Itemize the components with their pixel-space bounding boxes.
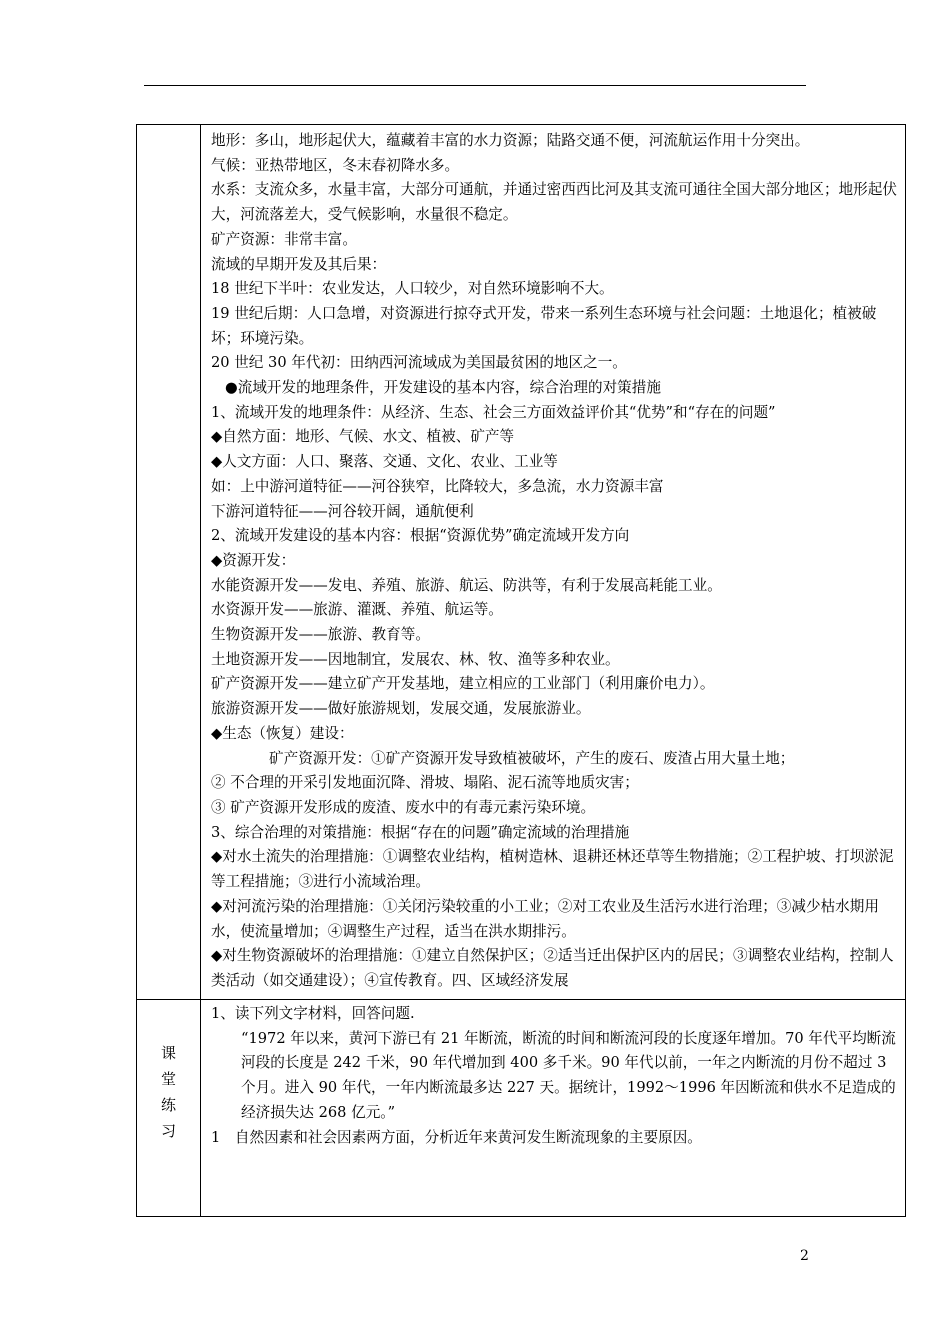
paragraph: 土地资源开发——因地制宜，发展农、林、牧、渔等多种农业。: [211, 650, 620, 668]
practice-row: [137, 1000, 906, 1217]
label-char: 习: [160, 1122, 176, 1140]
content-table: [136, 124, 906, 1217]
label-char: 课: [160, 1044, 176, 1062]
practice-label-cell: [137, 1000, 201, 1217]
paragraph: ◆生态（恢复）建设：: [211, 724, 354, 742]
paragraph: 地形：多山，地形起伏大，蕴藏着丰富的水力资源；陆路交通不便，河流航运作用十分突出。: [211, 132, 810, 149]
main-content-cell: [201, 125, 906, 1000]
practice-quote: “1972 年以来，黄河下游已有 21 年断流，断流的时间和断流河段的长度逐年增加。70 年代平均断流河段的长度是 242 千米，90 年代增加到 400 多千米。90 年代以前，一年之内断流的月份不超过 3 个月。进入 90 年代，一年内断流最多达 227 天。据统计，1992～1996 年因断流和供水不足造成的经济损失达 268 亿元。”: [241, 1029, 896, 1121]
main-content: [201, 125, 905, 994]
paragraph: 水能资源开发——发电、养殖、旅游、航运、防洪等，有利于发展高耗能工业。: [211, 576, 722, 594]
practice-content: [201, 1000, 905, 1150]
paragraph: 流域的早期开发及其后果：: [211, 255, 387, 273]
paragraph: ◆资源开发：: [211, 551, 296, 569]
paragraph: ③ 矿产资源开发形成的废渣、废水中的有毒元素污染环境。: [211, 798, 596, 816]
paragraph: 1、流域开发的地理条件：从经济、生态、社会三方面效益评价其“优势”和“存在的问题”: [211, 403, 776, 421]
label-char: 堂: [160, 1070, 176, 1088]
practice-content-cell: [201, 1000, 906, 1217]
paragraph: ◆对水土流失的治理措施：①调整农业结构，植树造林、退耕还林还草等生物措施；②工程护坡、打坝淤泥等工程措施；③进行小流域治理。: [211, 848, 894, 891]
paragraph: 矿产资源开发——建立矿产开发基地，建立相应的工业部门（利用廉价电力）。: [211, 675, 715, 693]
paragraph: ◆人文方面：人口、聚落、交通、文化、农业、工业等: [211, 453, 558, 471]
paragraph: ◆对生物资源破坏的治理措施：①建立自然保护区；②适当迁出保护区内的居民；③调整农业结构，控制人类活动（如交通建设）；④宣传教育。四、区域经济发展: [211, 947, 894, 989]
practice-intro: 1、读下列文字材料，回答问题.: [211, 1005, 415, 1022]
paragraph: 2、流域开发建设的基本内容：根据“资源优势”确定流域开发方向: [211, 527, 630, 545]
paragraph: ② 不合理的开采引发地面沉降、滑坡、塌陷、泥石流等地质灾害；: [211, 774, 639, 792]
paragraph: ◆自然方面：地形、气候、水文、植被、矿产等: [211, 428, 515, 446]
paragraph: 19 世纪后期：人口急增，对资源进行掠夺式开发，带来一系列生态环境与社会问题：土地退化；植被破坏；环境污染。: [211, 304, 877, 347]
main-content-row: [137, 125, 906, 1000]
paragraph: 下游河道特征——河谷较开阔，通航便利: [211, 502, 474, 520]
paragraph: 如：上中游河道特征——河谷狭窄，比降较大，多急流，水力资源丰富: [211, 477, 664, 495]
page-number: 2: [800, 1248, 809, 1264]
paragraph: 矿产资源开发：①矿产资源开发导致植被破坏，产生的废石、废渣占用大量土地；: [269, 749, 795, 767]
label-char: 练: [160, 1096, 176, 1114]
practice-question: 1 自然因素和社会因素两方面，分析近年来黄河发生断流现象的主要原因。: [211, 1128, 702, 1146]
main-label-cell: [137, 125, 201, 1000]
paragraph: 18 世纪下半叶：农业发达，人口较少，对自然环境影响不大。: [211, 280, 614, 298]
paragraph: 旅游资源开发——做好旅游规划，发展交通，发展旅游业。: [211, 700, 591, 718]
practice-label: [137, 1000, 200, 1144]
paragraph: 生物资源开发——旅游、教育等。: [211, 626, 430, 644]
paragraph: 水资源开发——旅游、灌溉、养殖、航运等。: [211, 601, 503, 619]
paragraph: ◆对河流污染的治理措施：①关闭污染较重的小工业；②对工农业及生活污水进行治理；③减少枯水期用水，使流量增加；④调整生产过程，适当在洪水期排污。: [211, 897, 879, 940]
header-rule: [144, 85, 806, 86]
paragraph: 矿产资源：非常丰富。: [211, 230, 357, 248]
paragraph: 气候：亚热带地区，冬末春初降水多。: [211, 156, 460, 174]
section-heading: ●流域开发的地理条件，开发建设的基本内容，综合治理的对策措施: [225, 379, 661, 397]
paragraph: 水系：支流众多，水量丰富，大部分可通航，并通过密西西比河及其支流可通往全国大部分地区；地形起伏大，河流落差大，受气候影响，水量很不稳定。: [211, 181, 897, 224]
paragraph: 3、综合治理的对策措施：根据“存在的问题”确定流域的治理措施: [211, 823, 630, 841]
paragraph: 20 世纪 30 年代初：田纳西河流域成为美国最贫困的地区之一。: [211, 354, 627, 372]
